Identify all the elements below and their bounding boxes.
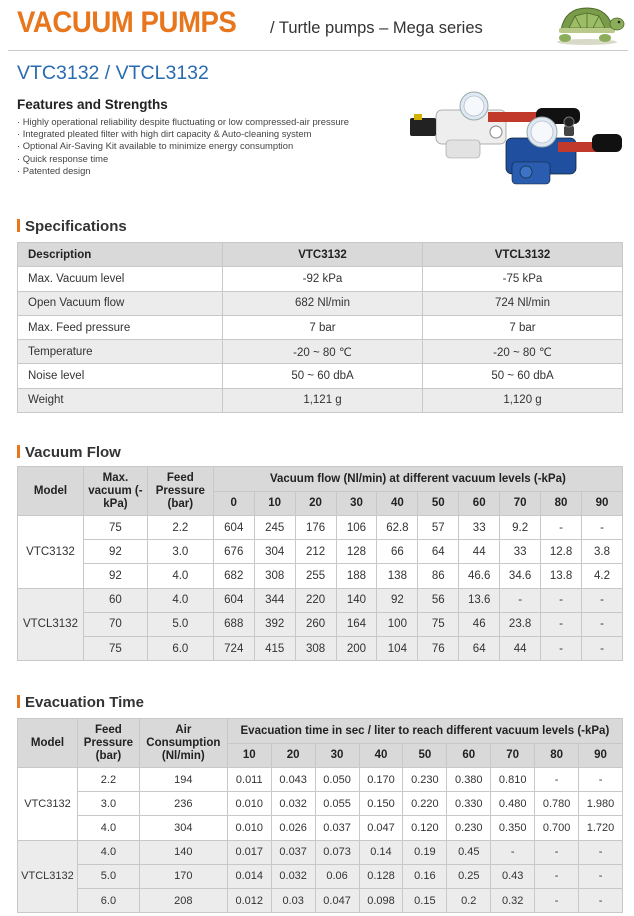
table-cell: 0.098 bbox=[359, 888, 403, 912]
table-cell: 688 bbox=[213, 612, 254, 636]
table-row bbox=[18, 768, 623, 792]
evacuation-time-body bbox=[18, 768, 623, 913]
table-cell: 75 bbox=[83, 636, 147, 660]
table-header-cell: Description bbox=[18, 243, 223, 267]
product-image bbox=[396, 88, 626, 190]
table-header-row bbox=[18, 719, 623, 744]
table-cell: 7 bar bbox=[423, 315, 623, 339]
table-cell: 50 ~ 60 dbA bbox=[223, 364, 423, 388]
table-cell: 64 bbox=[418, 540, 459, 564]
table-cell: 200 bbox=[336, 636, 377, 660]
table-cell: 236 bbox=[139, 792, 227, 816]
section-marker bbox=[17, 445, 20, 458]
table-header-cell: 70 bbox=[500, 492, 541, 516]
table-cell: 3.8 bbox=[582, 540, 623, 564]
table-cell: 604 bbox=[213, 516, 254, 540]
table-row bbox=[18, 267, 623, 291]
table-cell: Open Vacuum flow bbox=[18, 291, 223, 315]
page-title: VACUUM PUMPS bbox=[17, 6, 237, 39]
feature-item: · Patented design bbox=[17, 165, 349, 177]
table-cell: - bbox=[541, 588, 582, 612]
table-cell: 1,121 g bbox=[223, 388, 423, 412]
table-cell: 0.011 bbox=[227, 768, 271, 792]
table-cell: 33 bbox=[459, 516, 500, 540]
table-cell: 6.0 bbox=[147, 636, 213, 660]
table-cell: 7 bar bbox=[223, 315, 423, 339]
model-title: VTC3132 / VTCL3132 bbox=[17, 62, 209, 84]
table-header-cell: Max. vacuum (-kPa) bbox=[83, 467, 147, 516]
table-cell: 0.43 bbox=[491, 864, 535, 888]
table-cell: 50 ~ 60 dbA bbox=[423, 364, 623, 388]
table-cell: 0.010 bbox=[227, 792, 271, 816]
table-cell: 676 bbox=[213, 540, 254, 564]
table-cell: 34.6 bbox=[500, 564, 541, 588]
table-cell: - bbox=[579, 840, 623, 864]
table-cell: 0.14 bbox=[359, 840, 403, 864]
table-cell: 44 bbox=[500, 636, 541, 660]
table-cell: 2.2 bbox=[77, 768, 139, 792]
table-cell: - bbox=[535, 840, 579, 864]
table-cell: 0.050 bbox=[315, 768, 359, 792]
table-cell: 140 bbox=[336, 588, 377, 612]
table-header-cell: 50 bbox=[418, 492, 459, 516]
table-cell: 188 bbox=[336, 564, 377, 588]
model-cell: VTC3132 bbox=[18, 768, 78, 841]
specifications-table bbox=[17, 242, 623, 413]
table-cell: 0.380 bbox=[447, 768, 491, 792]
table-cell: 5.0 bbox=[147, 612, 213, 636]
table-header-cell: 80 bbox=[541, 492, 582, 516]
header-divider bbox=[8, 50, 628, 51]
table-cell: - bbox=[500, 588, 541, 612]
table-cell: 0.230 bbox=[447, 816, 491, 840]
table-cell: 0.03 bbox=[271, 888, 315, 912]
table-header-cell: 40 bbox=[359, 744, 403, 768]
table-header-cell: Model bbox=[18, 719, 78, 768]
table-row bbox=[18, 816, 623, 840]
table-cell: 0.2 bbox=[447, 888, 491, 912]
table-row bbox=[18, 388, 623, 412]
table-cell: 260 bbox=[295, 612, 336, 636]
table-cell: Max. Vacuum level bbox=[18, 267, 223, 291]
table-header-cell: 40 bbox=[377, 492, 418, 516]
table-cell: 0.16 bbox=[403, 864, 447, 888]
table-cell: 9.2 bbox=[500, 516, 541, 540]
table-cell: 0.128 bbox=[359, 864, 403, 888]
table-cell: 344 bbox=[254, 588, 295, 612]
table-header-cell: 70 bbox=[491, 744, 535, 768]
table-cell: 0.15 bbox=[403, 888, 447, 912]
table-cell: 682 Nl/min bbox=[223, 291, 423, 315]
table-cell: 6.0 bbox=[77, 888, 139, 912]
table-cell: 75 bbox=[418, 612, 459, 636]
table-cell: Noise level bbox=[18, 364, 223, 388]
table-cell: 0.012 bbox=[227, 888, 271, 912]
table-cell: 0.32 bbox=[491, 888, 535, 912]
table-cell: 0.170 bbox=[359, 768, 403, 792]
table-cell: 304 bbox=[139, 816, 227, 840]
feature-item: · Highly operational reliability despite fluctuating or low compressed-air pressure bbox=[17, 116, 349, 128]
table-header-cell: VTC3132 bbox=[223, 243, 423, 267]
table-cell: 308 bbox=[254, 564, 295, 588]
table-cell: 4.0 bbox=[147, 588, 213, 612]
table-cell: 104 bbox=[377, 636, 418, 660]
table-cell: - bbox=[535, 864, 579, 888]
table-row bbox=[18, 564, 623, 588]
table-cell: 682 bbox=[213, 564, 254, 588]
table-cell: Max. Feed pressure bbox=[18, 315, 223, 339]
section-title-text: Vacuum Flow bbox=[25, 444, 121, 461]
table-cell: - bbox=[582, 588, 623, 612]
table-cell: 128 bbox=[336, 540, 377, 564]
table-row bbox=[18, 291, 623, 315]
table-cell: 0.120 bbox=[403, 816, 447, 840]
table-cell: 0.026 bbox=[271, 816, 315, 840]
table-cell: 164 bbox=[336, 612, 377, 636]
table-cell: 86 bbox=[418, 564, 459, 588]
table-cell: 212 bbox=[295, 540, 336, 564]
table-header-cell: 60 bbox=[447, 744, 491, 768]
table-cell: 170 bbox=[139, 864, 227, 888]
section-title-evacuation-time bbox=[17, 694, 144, 711]
table-cell: 208 bbox=[139, 888, 227, 912]
vacuum-flow-table bbox=[17, 466, 623, 661]
table-header-cell: 60 bbox=[459, 492, 500, 516]
table-header-cell: Model bbox=[18, 467, 84, 516]
table-header-cell: Air Consumption (Nl/min) bbox=[139, 719, 227, 768]
table-cell: 392 bbox=[254, 612, 295, 636]
features-list bbox=[17, 116, 349, 177]
table-row bbox=[18, 612, 623, 636]
table-cell: 60 bbox=[83, 588, 147, 612]
table-cell: 304 bbox=[254, 540, 295, 564]
table-cell: 0.150 bbox=[359, 792, 403, 816]
table-cell: 0.032 bbox=[271, 792, 315, 816]
feature-item: · Optional Air-Saving Kit available to minimize energy consumption bbox=[17, 140, 349, 152]
table-cell: - bbox=[582, 516, 623, 540]
table-header-cell: 50 bbox=[403, 744, 447, 768]
section-title-text: Specifications bbox=[25, 218, 127, 235]
table-cell: - bbox=[579, 768, 623, 792]
table-cell: 0.032 bbox=[271, 864, 315, 888]
table-cell: 0.19 bbox=[403, 840, 447, 864]
table-cell: 0.230 bbox=[403, 768, 447, 792]
section-title-specifications bbox=[17, 218, 127, 235]
table-cell: - bbox=[541, 636, 582, 660]
table-cell: 724 Nl/min bbox=[423, 291, 623, 315]
table-header-row bbox=[18, 243, 623, 267]
table-cell: 0.780 bbox=[535, 792, 579, 816]
table-row bbox=[18, 840, 623, 864]
table-cell: 220 bbox=[295, 588, 336, 612]
table-cell: 0.480 bbox=[491, 792, 535, 816]
table-row bbox=[18, 315, 623, 339]
feature-item: · Integrated pleated filter with high dirt capacity & Auto-cleaning system bbox=[17, 128, 349, 140]
section-title-text: Evacuation Time bbox=[25, 694, 144, 711]
table-cell: 64 bbox=[459, 636, 500, 660]
table-cell: 44 bbox=[459, 540, 500, 564]
table-cell: 0.073 bbox=[315, 840, 359, 864]
table-cell: 2.2 bbox=[147, 516, 213, 540]
table-row bbox=[18, 864, 623, 888]
table-cell: 194 bbox=[139, 768, 227, 792]
table-cell: 62.8 bbox=[377, 516, 418, 540]
table-cell: - bbox=[535, 768, 579, 792]
table-cell: - bbox=[541, 516, 582, 540]
table-header-cell: 10 bbox=[227, 744, 271, 768]
table-cell: 0.350 bbox=[491, 816, 535, 840]
table-cell: 0.047 bbox=[315, 888, 359, 912]
table-cell: 1.720 bbox=[579, 816, 623, 840]
table-header-row bbox=[18, 467, 623, 492]
table-cell: 75 bbox=[83, 516, 147, 540]
table-cell: 415 bbox=[254, 636, 295, 660]
table-cell: 3.0 bbox=[147, 540, 213, 564]
table-cell: 33 bbox=[500, 540, 541, 564]
table-cell: -75 kPa bbox=[423, 267, 623, 291]
table-cell: 13.6 bbox=[459, 588, 500, 612]
table-cell: - bbox=[579, 864, 623, 888]
table-row bbox=[18, 636, 623, 660]
features-title: Features and Strengths bbox=[17, 97, 168, 112]
table-header-cell: 20 bbox=[271, 744, 315, 768]
table-cell: -20 ~ 80 ℃ bbox=[423, 340, 623, 364]
table-cell: 0.047 bbox=[359, 816, 403, 840]
table-cell: 57 bbox=[418, 516, 459, 540]
turtle-logo-icon bbox=[553, 0, 625, 46]
vacuum-flow-body bbox=[18, 516, 623, 661]
table-cell: 56 bbox=[418, 588, 459, 612]
table-cell: 0.010 bbox=[227, 816, 271, 840]
table-cell: 0.037 bbox=[315, 816, 359, 840]
table-row bbox=[18, 588, 623, 612]
table-cell: 0.043 bbox=[271, 768, 315, 792]
model-cell: VTCL3132 bbox=[18, 840, 78, 913]
table-cell: 4.0 bbox=[147, 564, 213, 588]
table-cell: 0.45 bbox=[447, 840, 491, 864]
table-cell: 4.2 bbox=[582, 564, 623, 588]
table-cell: Temperature bbox=[18, 340, 223, 364]
table-cell: 46.6 bbox=[459, 564, 500, 588]
table-header-cell: 0 bbox=[213, 492, 254, 516]
evacuation-time-table bbox=[17, 718, 623, 913]
table-cell: - bbox=[579, 888, 623, 912]
table-cell: 138 bbox=[377, 564, 418, 588]
table-cell: 4.0 bbox=[77, 816, 139, 840]
table-cell: - bbox=[541, 612, 582, 636]
specifications-body bbox=[18, 267, 623, 413]
table-header-cell: 30 bbox=[336, 492, 377, 516]
table-row bbox=[18, 340, 623, 364]
table-cell: 1.980 bbox=[579, 792, 623, 816]
table-cell: - bbox=[582, 612, 623, 636]
table-cell: 0.017 bbox=[227, 840, 271, 864]
table-header-cell: 30 bbox=[315, 744, 359, 768]
table-cell: 0.037 bbox=[271, 840, 315, 864]
table-cell: 92 bbox=[83, 564, 147, 588]
table-cell: 0.220 bbox=[403, 792, 447, 816]
table-cell: 13.8 bbox=[541, 564, 582, 588]
table-cell: 46 bbox=[459, 612, 500, 636]
table-cell: 0.055 bbox=[315, 792, 359, 816]
table-cell: 308 bbox=[295, 636, 336, 660]
section-title-vacuum-flow bbox=[17, 444, 121, 461]
feature-item: · Quick response time bbox=[17, 153, 349, 165]
page-subtitle: / Turtle pumps – Mega series bbox=[270, 19, 483, 37]
table-cell: 724 bbox=[213, 636, 254, 660]
table-header-cell: Feed Pressure (bar) bbox=[147, 467, 213, 516]
table-cell: 92 bbox=[377, 588, 418, 612]
table-header-cell: 80 bbox=[535, 744, 579, 768]
table-row bbox=[18, 792, 623, 816]
table-cell: -92 kPa bbox=[223, 267, 423, 291]
table-cell: 100 bbox=[377, 612, 418, 636]
table-cell: 66 bbox=[377, 540, 418, 564]
table-cell: 5.0 bbox=[77, 864, 139, 888]
table-cell: 140 bbox=[139, 840, 227, 864]
table-header-cell: 90 bbox=[582, 492, 623, 516]
table-cell: 70 bbox=[83, 612, 147, 636]
table-cell: 4.0 bbox=[77, 840, 139, 864]
table-cell: - bbox=[535, 888, 579, 912]
table-row bbox=[18, 364, 623, 388]
table-cell: 0.810 bbox=[491, 768, 535, 792]
page-header bbox=[0, 0, 634, 52]
table-cell: -20 ~ 80 ℃ bbox=[223, 340, 423, 364]
table-cell: 255 bbox=[295, 564, 336, 588]
table-header-cell: 90 bbox=[579, 744, 623, 768]
table-header-cell: Vacuum flow (Nl/min) at different vacuum levels (-kPa) bbox=[213, 467, 622, 492]
model-cell: VTCL3132 bbox=[18, 588, 84, 661]
table-header-cell: 10 bbox=[254, 492, 295, 516]
table-cell: Weight bbox=[18, 388, 223, 412]
table-cell: 176 bbox=[295, 516, 336, 540]
table-cell: 3.0 bbox=[77, 792, 139, 816]
table-header-cell: Feed Pressure (bar) bbox=[77, 719, 139, 768]
table-cell: - bbox=[491, 840, 535, 864]
table-cell: 23.8 bbox=[500, 612, 541, 636]
table-cell: 0.06 bbox=[315, 864, 359, 888]
table-cell: 106 bbox=[336, 516, 377, 540]
model-cell: VTC3132 bbox=[18, 516, 84, 589]
table-header-cell: VTCL3132 bbox=[423, 243, 623, 267]
table-row bbox=[18, 540, 623, 564]
table-cell: 0.25 bbox=[447, 864, 491, 888]
table-header-cell: Evacuation time in sec / liter to reach different vacuum levels (-kPa) bbox=[227, 719, 622, 744]
table-cell: 245 bbox=[254, 516, 295, 540]
table-cell: 0.014 bbox=[227, 864, 271, 888]
table-row bbox=[18, 516, 623, 540]
table-cell: 12.8 bbox=[541, 540, 582, 564]
table-row bbox=[18, 888, 623, 912]
section-marker bbox=[17, 695, 20, 708]
table-cell: 604 bbox=[213, 588, 254, 612]
section-marker bbox=[17, 219, 20, 232]
table-cell: 0.700 bbox=[535, 816, 579, 840]
table-header-cell: 20 bbox=[295, 492, 336, 516]
table-cell: 92 bbox=[83, 540, 147, 564]
table-cell: 76 bbox=[418, 636, 459, 660]
table-cell: - bbox=[582, 636, 623, 660]
table-cell: 0.330 bbox=[447, 792, 491, 816]
table-cell: 1,120 g bbox=[423, 388, 623, 412]
